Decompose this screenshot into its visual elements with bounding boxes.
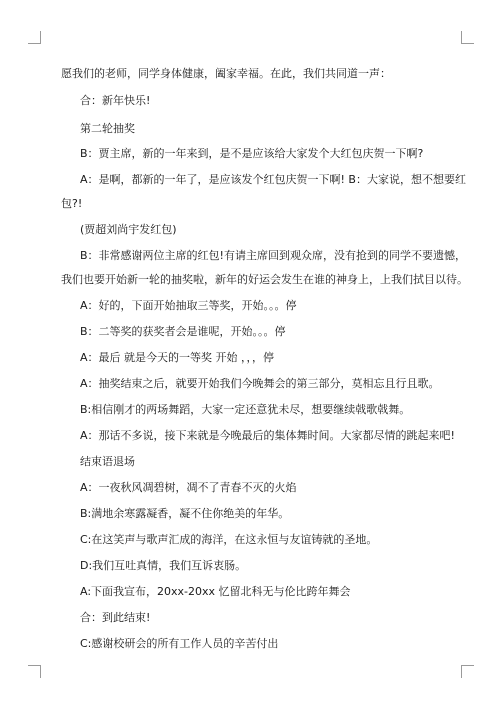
text-line: C:在这笑声与歌声汇成的海洋，在这永恒与友谊铸就的圣地。 [80,533,378,546]
text-line: 合：到此结束! [80,611,151,624]
crop-mark-bottom-right [461,665,474,678]
text-line: B：非常感谢两位主席的红包!有请主席回到观众席，没有抢到的同学不要遗憾， [80,249,466,262]
section-heading: 结束语退场 [80,455,135,468]
text-line: B：贾主席，新的一年来到，是不是应该给大家发个大红包庆贺一下啊? [80,147,424,160]
crop-mark-top-right [461,31,474,44]
text-line: A：好的，下面开始抽取三等奖，开始。。。停 [80,299,297,312]
text-line: A：最后 就是今天的一等奖 开始 ，，，停 [80,351,275,364]
text-line: C:感谢校研会的所有工作人员的辛苦付出 [80,637,279,650]
text-line: A：一夜秋风凋碧树，凋不了青春不灭的火焰 [80,481,297,494]
text-line: 合：新年快乐! [80,94,151,107]
crop-mark-bottom-left [28,665,41,678]
text-line: 愿我们的老师，同学身体健康，阖家幸福。在此，我们共同道一声： [61,67,391,80]
section-heading: 第二轮抽奖 [80,122,135,135]
text-line: (贾超刘尚宇发红包) [80,223,177,236]
text-line: 包?! [61,197,83,210]
text-line: A：那话不多说，接下来就是今晚最后的集体舞时间。大家都尽情的跳起来吧! [80,429,455,442]
text-line: A:下面我宣布，20xx-20xx 忆留北科无与伦比跨年舞会 [80,585,351,598]
text-line: A：是啊，都新的一年了，是应该发个红包庆贺一下啊! B：大家说，想不想要红 [80,173,466,186]
text-line: B:满地余寒露凝香，凝不住你绝美的年华。 [80,507,290,520]
text-line: A：抽奖结束之后，就要开始我们今晚舞会的第三部分，莫相忘且行且歌。 [80,377,440,390]
text-line: 我们也要开始新一轮的抽奖啦，新年的好运会发生在谁的神身上，上我们拭目以待。 [61,273,468,286]
text-line: B：二等奖的获奖者会是谁呢，开始。。。停 [80,325,286,338]
text-line: D:我们互吐真情，我们互诉衷肠。 [80,559,247,572]
text-line: B:相信刚才的两场舞蹈，大家一定还意犹未尽，想要继续戟歌戟舞。 [80,403,411,416]
crop-mark-top-left [28,31,41,44]
